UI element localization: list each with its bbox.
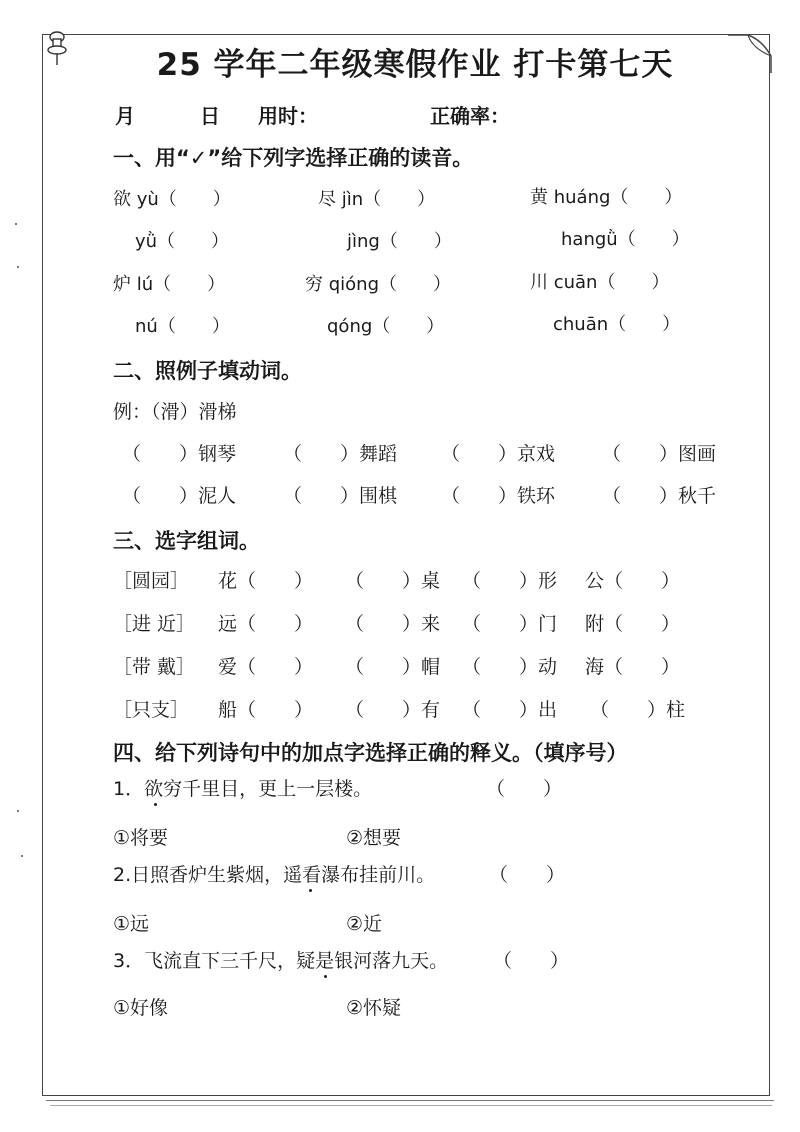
s4-option-b-1: ②想要	[346, 827, 402, 849]
s3-item: （ ）来	[345, 613, 441, 635]
s4-option-b-3: ②怀疑	[346, 997, 402, 1019]
speck	[21, 855, 23, 857]
s3-item: 远（ ）	[218, 613, 314, 635]
s4-question-3: 3．飞流直下三千尺，疑是银河落九天。	[113, 950, 449, 972]
s2-item: （ ）图画	[602, 443, 717, 465]
page-title: 25 学年二年级寒假作业 打卡第七天	[156, 47, 674, 83]
s3-item: 附（ ）	[585, 613, 681, 635]
s4-question-2: 2.日照香炉生紫烟，遥看瀑布挂前川。	[113, 864, 436, 886]
section-4-heading: 四、给下列诗句中的加点字选择正确的释义。（填序号）	[113, 741, 628, 765]
speck	[17, 266, 19, 268]
header-month: 月	[115, 104, 135, 128]
s3-choice: ［带 戴］	[113, 656, 196, 678]
s3-item: 公（ ）	[585, 570, 681, 592]
speck	[15, 223, 17, 225]
s3-choice: ［只支］	[113, 699, 190, 721]
header-accuracy: 正确率：	[430, 104, 510, 128]
s1-item: 川 cuān（ ）	[530, 272, 670, 293]
section-1-heading: 一、用“✓”给下列字选择正确的读音。	[113, 146, 474, 170]
s1-item: 黄 huáng（ ）	[530, 187, 683, 208]
s1-item: 炉 lú（ ）	[113, 274, 226, 295]
s1-item: nú（ ）	[135, 316, 230, 337]
s3-choice: ［进 近］	[113, 613, 196, 635]
s1-item: qóng（ ）	[327, 316, 445, 337]
s4-option-a-3: ①好像	[113, 997, 169, 1019]
s1-item: chuān（ ）	[553, 314, 681, 335]
s2-item: （ ）舞蹈	[283, 443, 398, 465]
s2-item: （ ）京戏	[441, 443, 556, 465]
emphasis-dot	[309, 889, 312, 892]
s2-example: 例：（滑）滑梯	[113, 401, 237, 423]
header-time: 用时：	[258, 104, 318, 128]
s4-option-b-2: ②近	[346, 913, 383, 935]
section-3-heading: 三、选字组词。	[113, 529, 260, 553]
s3-item: 爱（ ）	[218, 656, 314, 678]
s3-item: （ ）柱	[590, 699, 686, 721]
s1-item: hangǜ（ ）	[561, 229, 690, 250]
section-2-heading: 二、照例子填动词。	[113, 359, 302, 383]
s4-blank-3: （ ）	[493, 950, 570, 972]
s3-item: （ ）帽	[345, 656, 441, 678]
s2-item: （ ）围棋	[283, 485, 398, 507]
emphasis-dot	[154, 803, 157, 806]
emphasis-dot	[324, 975, 327, 978]
s2-item: （ ）钢琴	[122, 443, 237, 465]
s1-item: jìng（ ）	[347, 231, 452, 252]
s1-item: 穷 qióng（ ）	[305, 274, 451, 295]
s3-item: （ ）动	[462, 656, 558, 678]
page-shadow-line-2	[50, 1105, 772, 1106]
s3-item: 花（ ）	[218, 570, 314, 592]
s4-blank-1: （ ）	[486, 778, 563, 800]
s2-item: （ ）泥人	[122, 485, 237, 507]
s3-item: 船（ ）	[218, 699, 314, 721]
s4-question-1: 1．欲穷千里目，更上一层楼。	[113, 778, 373, 800]
s3-item: （ ）出	[462, 699, 558, 721]
s2-item: （ ）铁环	[441, 485, 556, 507]
page-shadow-line	[46, 1100, 774, 1101]
s1-item: 欲 yù（ ）	[113, 189, 231, 210]
header-day: 日	[200, 104, 220, 128]
s3-item: （ ）桌	[345, 570, 441, 592]
s1-item: 尽 jìn（ ）	[318, 189, 436, 210]
s2-item: （ ）秋千	[602, 485, 717, 507]
speck	[17, 810, 19, 812]
s4-option-a-2: ①远	[113, 913, 150, 935]
s4-option-a-1: ①将要	[113, 827, 169, 849]
s1-item: yǜ（ ）	[135, 231, 230, 252]
s3-choice: ［圆园］	[113, 570, 190, 592]
s3-item: （ ）有	[345, 699, 441, 721]
s4-blank-2: （ ）	[489, 864, 566, 886]
s3-item: 海（ ）	[585, 656, 681, 678]
s3-item: （ ）门	[462, 613, 558, 635]
s3-item: （ ）形	[462, 570, 558, 592]
